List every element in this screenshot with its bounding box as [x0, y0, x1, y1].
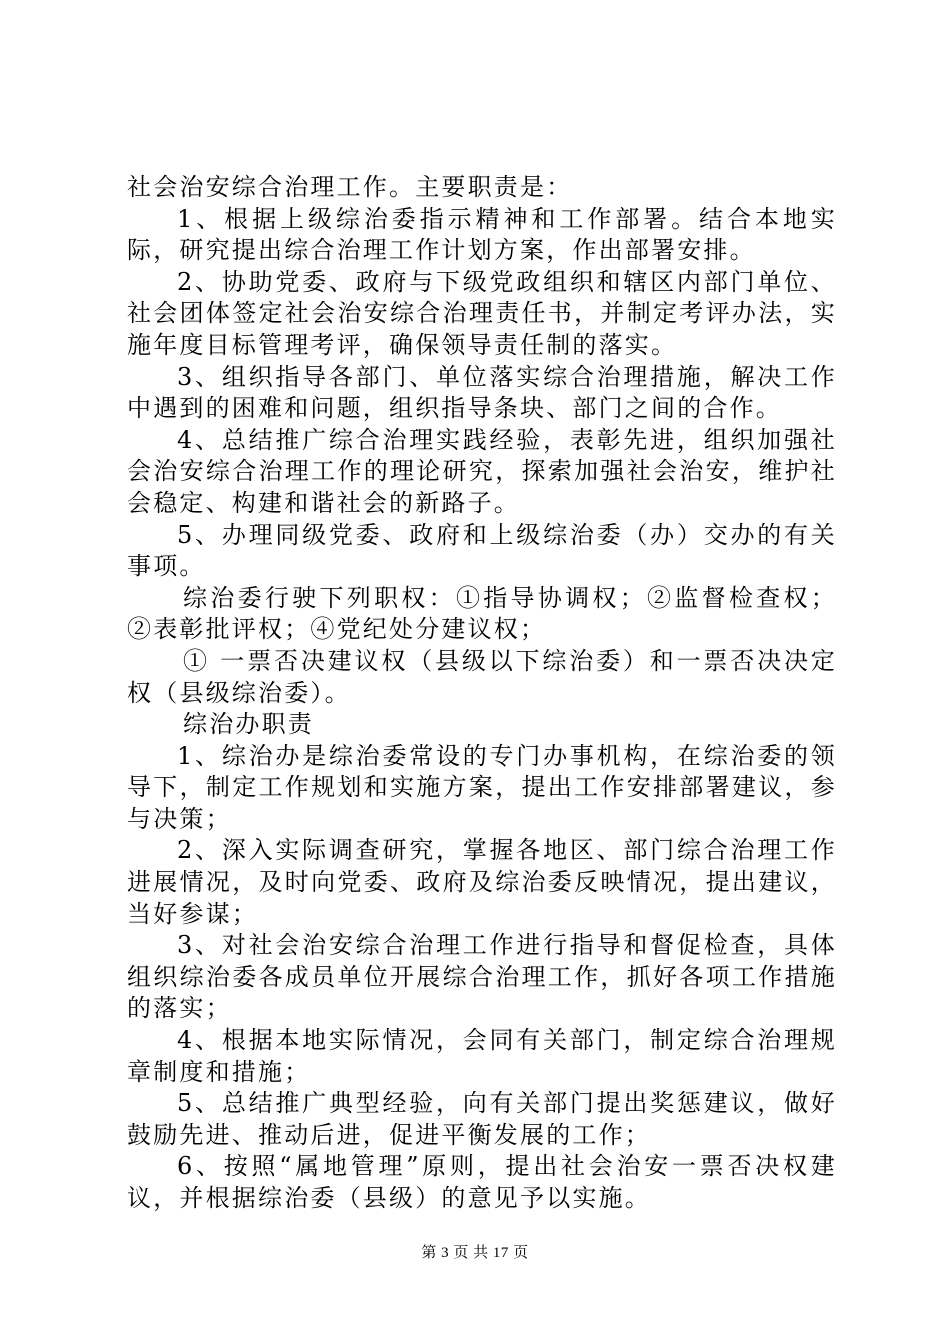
paragraph-office-duty-4: 4、根据本地实际情况，会同有关部门，制定综合治理规章制度和措施； [127, 1026, 837, 1086]
paragraph-powers: 综治委行驶下列职权：①指导协调权；②监督检查权；②表彰批评权；④党纪处分建议权； [127, 583, 837, 644]
paragraph-duty-3: 3、组织指导各部门、单位落实综合治理措施，解决工作中遇到的困难和问题，组织指导条块、部门之间的合作。 [127, 362, 837, 423]
section-heading-office-duties: 综治办职责 [183, 710, 314, 739]
paragraph-duty-4: 4、总结推广综合治理实践经验，表彰先进，组织加强社会治安综合治理工作的理论研究，探索加强社会治安，维护社会稳定、构建和谐社会的新路子。 [127, 425, 837, 517]
paragraph-veto: ① 一票否决建议权（县级以下综治委）和一票否决决定权（县级综治委）。 [127, 646, 837, 707]
paragraph-office-duty-6: 6、按照“属地管理”原则，提出社会治安一票否决权建议，并根据综治委（县级）的意见予以实施。 [127, 1152, 837, 1212]
paragraph-duty-5: 5、办理同级党委、政府和上级综治委（办）交办的有关事项。 [127, 520, 837, 581]
paragraph-duty-1: 1、根据上级综治委指示精神和工作部署。结合本地实际，研究提出综合治理工作计划方案，作出部署安排。 [127, 204, 837, 265]
paragraph-duty-2: 2、协助党委、政府与下级党政组织和辖区内部门单位、社会团体签定社会治安综合治理责任书，并制定考评办法，实施年度目标管理考评，确保领导责任制的落实。 [127, 267, 837, 359]
page-number-footer: 第 3 页 共 17 页 [421, 1245, 529, 1261]
paragraph-office-duty-3: 3、对社会治安综合治理工作进行指导和督促检查，具体组织综治委各成员单位开展综合治理工作，抓好各项工作措施的落实； [127, 931, 837, 1023]
paragraph-office-duty-1: 1、综治办是综治委常设的专门办事机构，在综治委的领导下，制定工作规划和实施方案，提出工作安排部署建议，参与决策； [127, 741, 837, 833]
paragraph-office-duty-5: 5、总结推广典型经验，向有关部门提出奖惩建议，做好鼓励先进、推动后进，促进平衡发展的工作； [127, 1089, 837, 1149]
document-body [127, 172, 837, 1215]
paragraph-intro: 社会治安综合治理工作。主要职责是： [127, 173, 573, 201]
paragraph-office-duty-2: 2、深入实际调查研究，掌握各地区、部门综合治理工作进展情况，及时向党委、政府及综治委反映情况，提出建议，当好参谋； [127, 836, 837, 928]
